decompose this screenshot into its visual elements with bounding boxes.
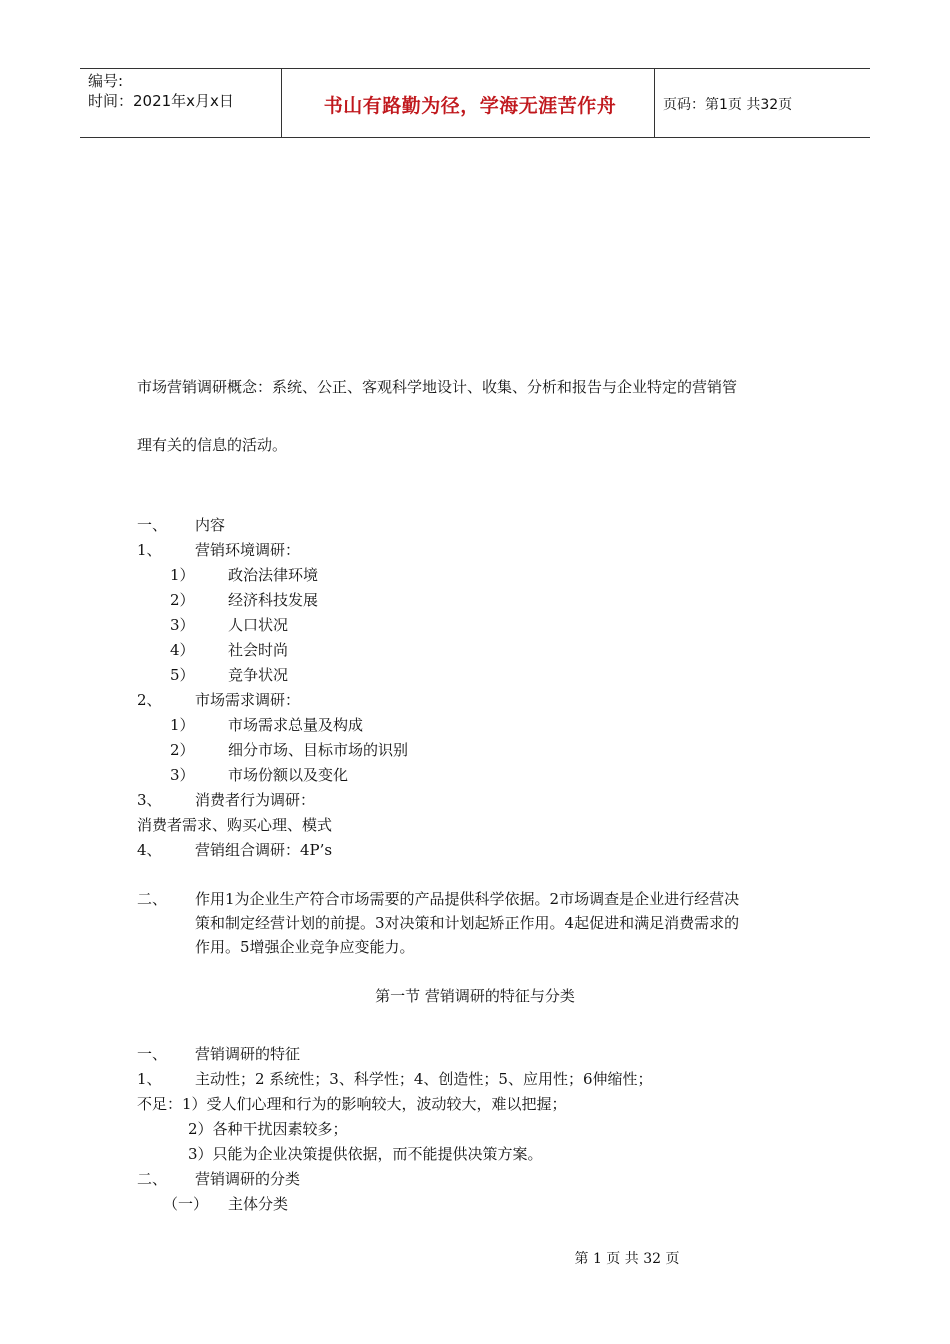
chapter-title: 第一节 营销调研的特征与分类 <box>375 987 575 1005</box>
list-item-number: 3、 <box>137 791 162 809</box>
list-item: 市场需求总量及构成 <box>228 716 364 734</box>
serial-label: 编号: <box>88 72 124 90</box>
page-footer: 第 1 页 共 32 页 <box>574 1251 680 1267</box>
chapter-section-2-number: 二、 <box>137 1170 168 1188</box>
header-divider <box>281 69 282 137</box>
list-item-number: 4） <box>170 641 195 659</box>
list-item: 细分市场、目标市场的识别 <box>228 741 409 759</box>
list-item-number: 1） <box>170 566 195 584</box>
list-item-number: 1） <box>170 716 195 734</box>
list-item-number: 3） <box>170 766 195 784</box>
list-item: 消费者行为调研： <box>195 791 316 809</box>
list-item: 经济科技发展 <box>228 591 319 609</box>
header-divider <box>654 69 655 137</box>
list-item-number: 3） <box>170 616 195 634</box>
chapter-section-2-title: 营销调研的分类 <box>195 1170 301 1188</box>
section-1-title: 内容 <box>195 516 226 534</box>
subsection-title: 主体分类 <box>228 1195 289 1213</box>
intro-line-1: 市场营销调研概念：系统、公正、客观科学地设计、收集、分析和报告与企业特定的营销管 <box>137 378 738 396</box>
list-item: 营销组合调研：4P’s <box>195 841 333 859</box>
page-header <box>80 68 870 138</box>
subsection-number: （一） <box>163 1195 209 1213</box>
paragraph-line: 策和制定经营计划的前提。3对决策和计划起矫正作用。4起促进和满足消费需求的 <box>195 914 740 932</box>
paragraph-line: 作用。5增强企业竞争应变能力。 <box>195 938 415 956</box>
header-motto: 书山有路勤为径，学海无涯苦作舟 <box>323 95 617 117</box>
list-item: 市场需求调研： <box>195 691 301 709</box>
list-item-number: 4、 <box>137 841 162 859</box>
list-item: 社会时尚 <box>228 641 289 659</box>
list-item: 消费者需求、购买心理、模式 <box>137 816 333 834</box>
list-item: 竞争状况 <box>228 666 289 684</box>
list-item-number: 2、 <box>137 691 162 709</box>
chapter-section-1-number: 一、 <box>137 1045 168 1063</box>
list-item-number: 1、 <box>137 541 162 559</box>
list-item-number: 2） <box>170 591 195 609</box>
header-page-info: 页码：第1页 共32页 <box>663 97 793 113</box>
paragraph-line: 作用1为企业生产符合市场需要的产品提供科学依据。2市场调查是企业进行经营决 <box>195 890 740 908</box>
shortcoming-line: 3）只能为企业决策提供依据，而不能提供决策方案。 <box>188 1145 543 1163</box>
intro-line-2: 理有关的信息的活动。 <box>137 436 288 454</box>
list-item: 市场份额以及变化 <box>228 766 349 784</box>
list-item: 人口状况 <box>228 616 289 634</box>
section-1-number: 一、 <box>137 516 168 534</box>
shortcoming-line: 2）各种干扰因素较多； <box>188 1120 348 1138</box>
time-label: 时间：2021年x月x日 <box>88 92 234 110</box>
list-item-number: 5） <box>170 666 195 684</box>
list-item: 营销环境调研： <box>195 541 301 559</box>
section-2-number: 二、 <box>137 890 168 908</box>
list-item-number: 2） <box>170 741 195 759</box>
list-item: 政治法律环境 <box>228 566 319 584</box>
chapter-section-1-title: 营销调研的特征 <box>195 1045 301 1063</box>
header-meta <box>88 71 283 111</box>
list-item-number: 1、 <box>137 1070 162 1088</box>
list-item: 主动性；2 系统性；3、科学性；4、创造性；5、应用性；6伸缩性； <box>195 1070 653 1088</box>
shortcoming-line: 不足：1）受人们心理和行为的影响较大，波动较大，难以把握； <box>137 1095 567 1113</box>
